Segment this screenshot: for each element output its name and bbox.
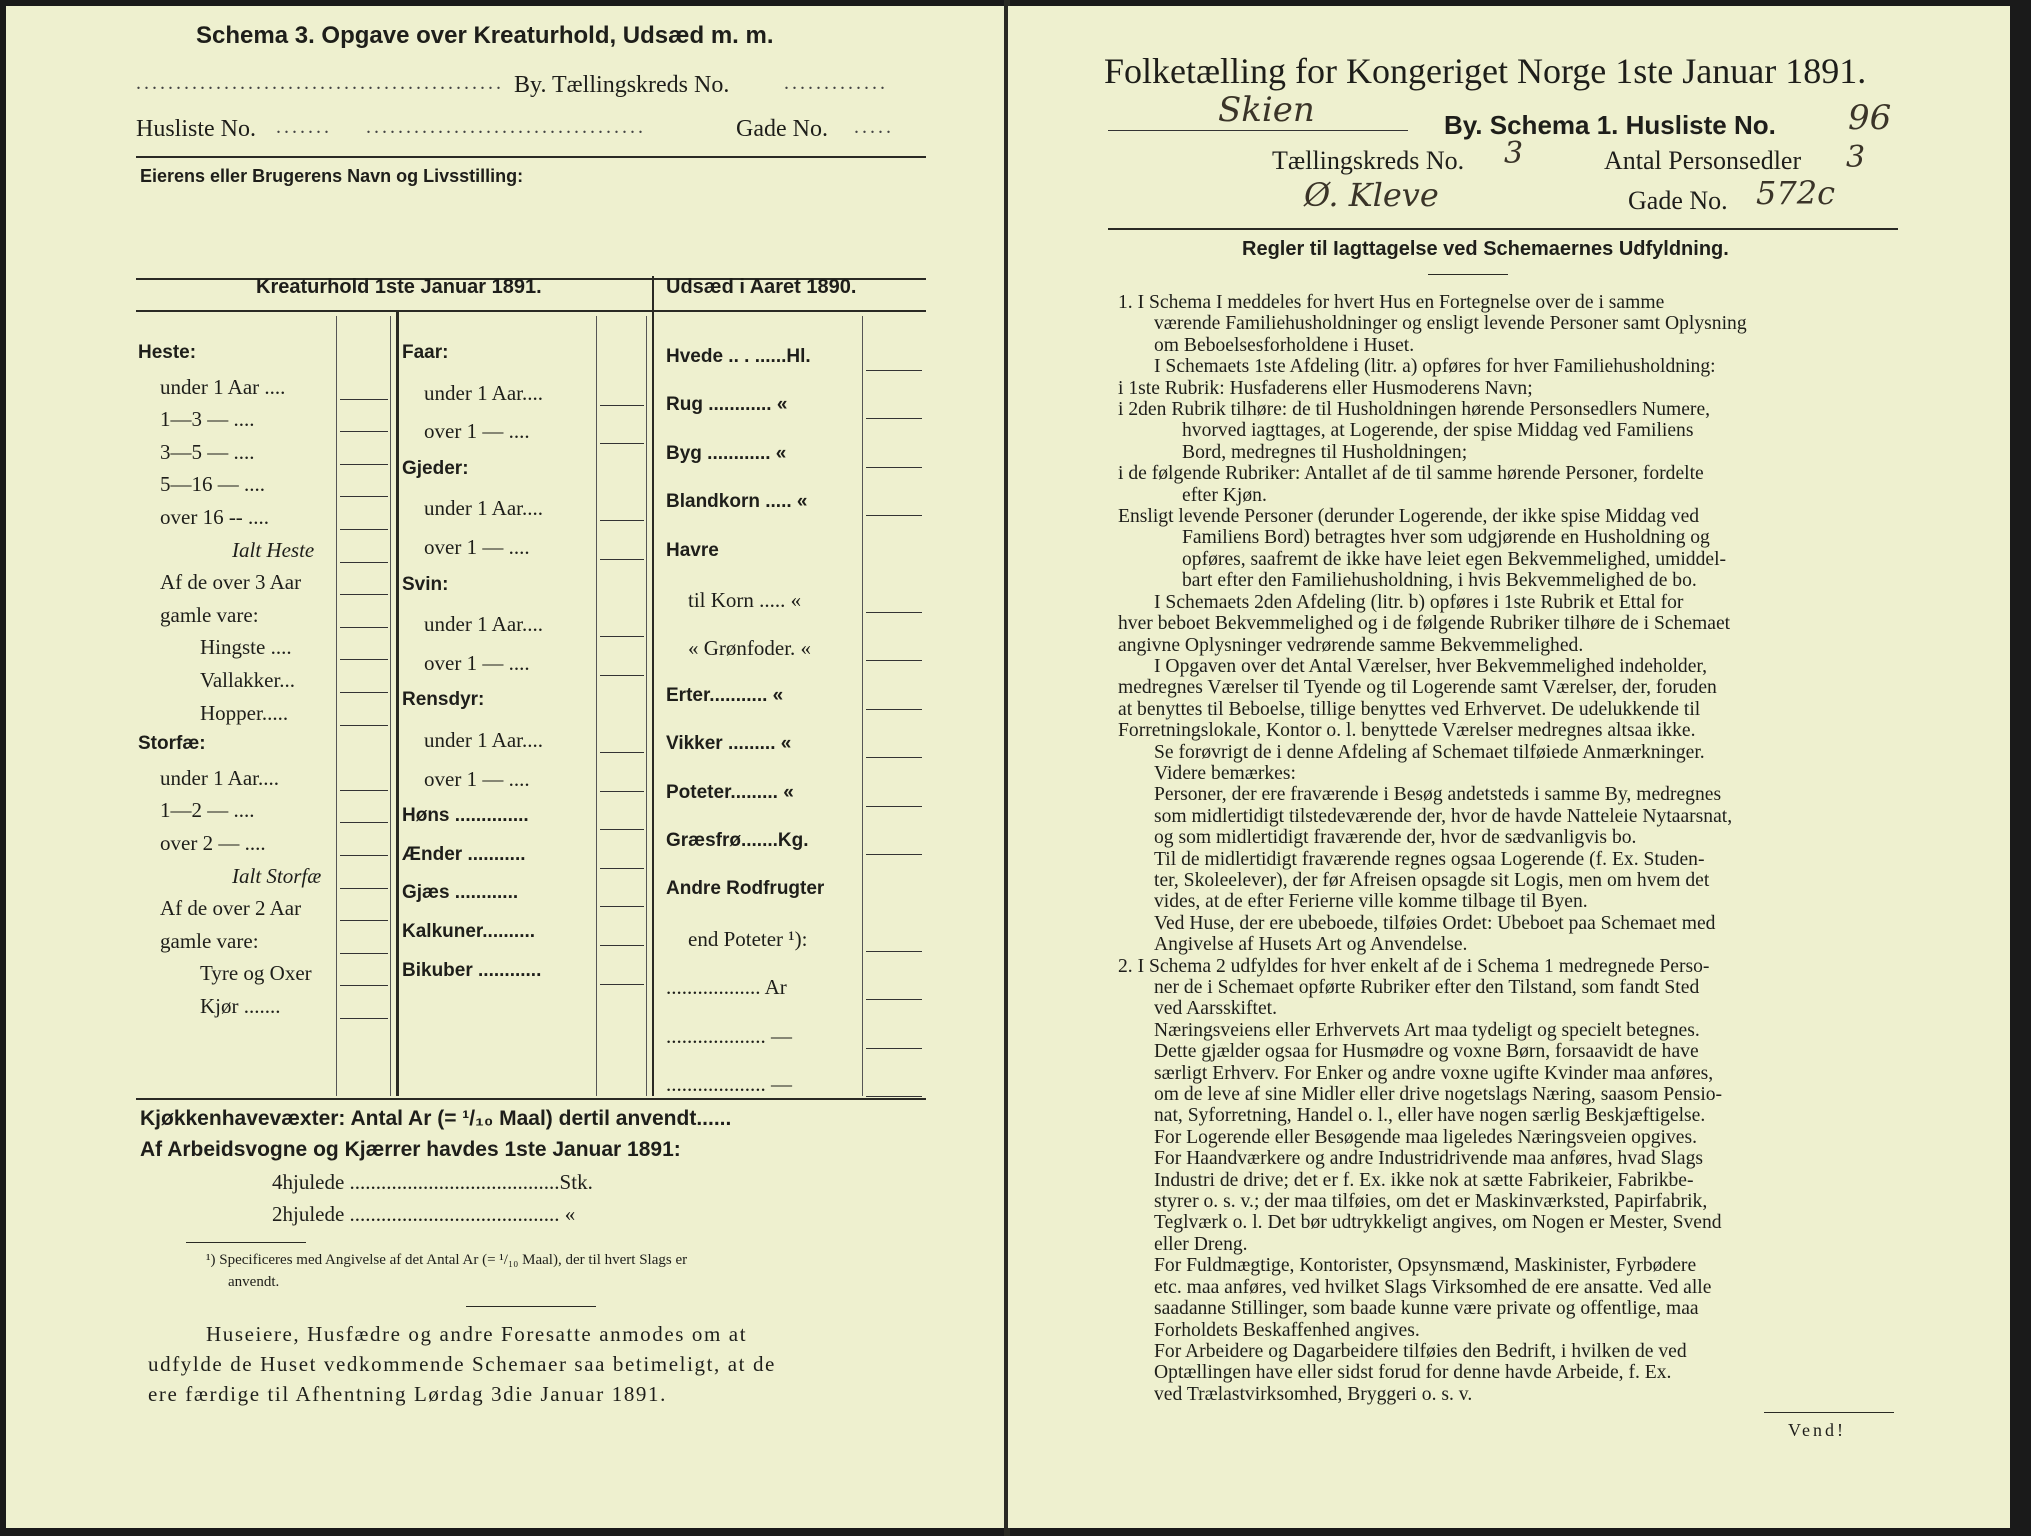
by-schema-label: By. Schema 1. Husliste No. [1444,110,1776,140]
col1-label-18: gamle vare: [160,928,259,953]
col2-value-field-11[interactable] [600,791,644,792]
col2-value-field-1[interactable] [600,405,644,406]
col3-label-15: ................... — [666,1072,792,1096]
gade-number-handwritten[interactable]: 572c [1756,174,1835,212]
col3-label-14: ................... — [666,1023,792,1048]
hjul2-line[interactable]: 2hjulede ........................................ « [272,1202,576,1226]
col3-value-field-7[interactable] [866,709,922,710]
col3-value-field-10[interactable] [866,854,922,855]
col3-label-2: Byg ............ « [666,442,787,464]
col1-label-12: Storfæ: [138,733,206,755]
col3-label-8: Vikker ......... « [666,733,792,755]
schema3-title: Schema 3. Opgave over Kreaturhold, Udsæd m. m. [196,22,774,49]
rule-line-23: Personer, der ere fraværende i Besøg andetsteds i samme By, medregnes [1154,784,1722,806]
col2-value-field-8[interactable] [600,675,644,676]
rule-line-40: For Haandværkere og andre Industridrivende maa anføres, hvad Slags [1154,1148,1703,1170]
rule-line-0: 1. I Schema I meddeles for hvert Hus en Fortegnelse over de i samme [1118,292,1665,313]
col1-label-6: Ialt Heste [232,537,315,562]
rule-line-4: i 1ste Rubrik: Husfaderens eller Husmoderens Navn; [1118,377,1533,399]
rule-line-12: opføres, saafremt de ikke have leiet egen Bekvemmelighed, umiddel- [1182,548,1727,570]
col1-value-field-4[interactable] [340,496,388,497]
col1-label-2: 1—3 — .... [160,407,255,432]
table-bottom-rule [136,1098,926,1100]
col1-label-1: under 1 Aar .... [160,374,286,399]
rule-line-49: For Arbeidere og Dagarbeidere tilføies den Bedrift, i hvilken de ved [1154,1340,1687,1362]
col1-value-field-1[interactable] [340,399,388,400]
col1-label-0: Heste: [138,342,197,363]
rule-line-28: vides, at de efter Ferierne ville komme tilbage til Byen. [1154,891,1588,913]
col1-label-20: Kjør ....... [200,994,281,1018]
col3-value-field-8[interactable] [866,757,922,758]
gade-label-right: Gade No. [1628,186,1728,215]
city-handwritten[interactable]: Skien [1218,90,1315,130]
col1-value-field-8[interactable] [340,627,388,628]
middle-dotted-field[interactable]: ................................... [366,116,646,138]
rule-line-9: efter Kjøn. [1182,484,1267,506]
request-rule [466,1306,596,1307]
kreds-label: Tællingskreds No. [1272,146,1465,175]
personsedler-handwritten[interactable]: 3 [1846,140,1866,175]
col1-label-13: under 1 Aar.... [160,765,279,790]
rule-line-43: Teglværk o. l. Det bør udtrykkeligt angives, om Nogen er Mester, Svend [1154,1212,1722,1234]
vend-label: Vend! [1788,1420,1846,1440]
col2-value-field-10[interactable] [600,752,644,753]
personsedler-label: Antal Personsedler [1604,146,1802,175]
col1-label-14: 1—2 — .... [160,798,255,823]
rule-line-32: ner de i Schemaet opførte Rubriker efter den Tilstand, som fandt Sted [1154,977,1700,998]
owner-label: Eierens eller Brugerens Navn og Livsstilling: [140,166,524,186]
col2-label-4: under 1 Aar.... [424,496,543,521]
rule-line-1: værende Familiehusholdninger og ensligt levende Personer samt Oplysning [1154,313,1747,335]
rule-line-30: Angivelse af Husets Art og Anvendelse. [1154,934,1468,956]
rule-line-17: I Opgaven over det Antal Værelser, hver Bekvemmelighed indeholder, [1154,655,1708,677]
rule-line-35: Dette gjælder ogsaa for Husmødre og voxne Børn, forsaavidt de have [1154,1041,1699,1063]
col1-value-field-7[interactable] [340,594,388,595]
col3-value-field-0[interactable] [866,370,922,371]
col1-value-field-16[interactable] [340,888,388,889]
col1-value-field-19[interactable] [340,985,388,986]
rule-line-47: saadanne Stillinger, som baade kunne være private og offentlige, maa [1154,1298,1699,1320]
col2-label-1: under 1 Aar.... [424,380,543,405]
rule-line-46: etc. maa anføres, ved hvilket Slags Virksomhed de ere ansatte. Ved alle [1154,1276,1712,1298]
col2-value-field-16[interactable] [600,984,644,985]
rule-line-7: Bord, medregnes til Husholdningen; [1182,441,1468,463]
col2-label-13: Ænder ........... [402,843,526,865]
rule-line-13: bart efter den Familiehusholdning, i hvis Bekvemmelighed de bo. [1182,570,1697,592]
col1-label-8: gamle vare: [160,602,259,627]
col3-value-field-9[interactable] [866,806,922,807]
street-handwritten[interactable]: Ø. Kleve [1304,176,1439,214]
col1-value-field-10[interactable] [340,692,388,693]
rule-line-3: I Schemaets 1ste Afdeling (litr. a) opføres for hver Familiehusholdning: [1154,356,1716,378]
col2-value-line-b [646,316,647,1096]
col1-value-field-13[interactable] [340,790,388,791]
rule-line-10: Ensligt levende Personer (derunder Logerende, der ikke spise Middag ved [1118,506,1700,528]
col3-label-11: Andre Rodfrugter [666,878,825,900]
col2-value-field-12[interactable] [600,829,644,830]
rule-line-14: I Schemaets 2den Afdeling (litr. b) opføres i 1ste Rubrik et Ettal for [1154,591,1684,613]
rule-line-24: som midlertidigt tilstedeværende der, hvor de havde Natteleie Nytaarsnat, [1154,805,1733,827]
rule-line-33: ved Aarsskiftet. [1154,998,1277,1020]
column-divider-1 [396,310,399,1096]
col2-value-line-a [596,316,597,1096]
footnote-continued: anvendt. [228,1274,280,1290]
col1-label-19: Tyre og Oxer [200,961,312,986]
col3-value-field-2[interactable] [866,467,922,468]
rule-line-18: medregnes Værelser til Tyende og til Logerende samt Værelser, der, foruden [1118,677,1717,699]
table-header-rule [136,310,926,312]
rule-line-27: ter, Skoleelever), der før Afreisen opsagde sit Logis, men om hvem det [1154,869,1710,891]
col3-label-7: Erter........... « [666,684,784,706]
col1-value-field-5[interactable] [340,529,388,530]
col2-value-field-7[interactable] [600,636,644,637]
col2-value-field-14[interactable] [600,906,644,907]
rule-line-16: angivne Oplysninger vedrørende samme Bekvemmelighed. [1118,634,1584,656]
col2-label-15: Kalkuner.......... [402,921,536,942]
col1-value-field-20[interactable] [340,1018,388,1019]
udsaed-header: Udsæd i Aaret 1890. [666,276,857,298]
right-header-rule [1108,228,1898,230]
col2-value-field-4[interactable] [600,520,644,521]
col2-label-16: Bikuber ............ [402,959,542,981]
col1-value-field-17[interactable] [340,920,388,921]
kjokken-text: Kjøkkenhavevæxter: Antal Ar (= ¹/₁₀ Maal) dertil anvendt...... [140,1107,732,1130]
col3-label-5: til Korn ..... « [688,588,802,612]
gade-label: Gade No. [736,116,828,142]
col3-label-6: « Grønfoder. « [688,636,812,661]
hjul4-line[interactable]: 4hjulede ........................................Stk. [272,1170,593,1194]
rule-line-25: og som midlertidigt fraværende der, hvor de sædvanligvis bo. [1154,827,1637,849]
rule-line-39: For Logerende eller Besøgende maa ligeledes Næringsveien opgives. [1154,1126,1698,1148]
rule-line-42: styrer o. s. v.; der maa tilføies, om det er Maskinværksted, Papirfabrik, [1154,1191,1708,1213]
col1-label-11: Hopper..... [200,700,289,725]
rule-line-50: Optællingen have eller sidst forud for denne havde Arbeide, f. Ex. [1154,1362,1672,1384]
col1-label-5: over 16 -- .... [160,505,270,529]
left-page [6,6,1006,1528]
divider [136,156,926,158]
rule-line-26: Til de midlertidigt fraværende regnes ogsaa Logerende (f. Ex. Studen- [1154,848,1705,870]
col3-value-field-3[interactable] [866,515,922,516]
col2-value-field-13[interactable] [600,868,644,869]
col2-label-14: Gjæs ............ [402,882,519,904]
col3-label-12: end Poteter ¹): [688,926,808,951]
col3-label-3: Blandkorn ..... « [666,491,808,513]
col1-value-field-3[interactable] [340,464,388,465]
rule-line-31: 2. I Schema 2 udfyldes for hver enkelt af de i Schema 1 medregnede Perso- [1118,955,1710,977]
city-line [1108,130,1408,131]
col1-value-field-2[interactable] [340,431,388,432]
col2-value-field-2[interactable] [600,443,644,444]
col1-value-field-15[interactable] [340,855,388,856]
rule-line-6: hvorved iagttages, at Logerende, der spise Middag ved Familiens [1182,420,1694,442]
col1-value-field-11[interactable] [340,725,388,726]
col2-label-11: over 1 — .... [424,766,530,791]
col2-label-3: Gjeder: [402,457,469,479]
rule-line-20: Forretningslokale, Kontor o. l. benyttede Værelser medregnes altsaa ikke. [1118,720,1696,742]
husliste-dotted-field[interactable]: ....... [276,116,332,138]
col2-label-9: Rensdyr: [402,689,485,711]
col1-label-9: Hingste .... [200,635,292,660]
rule-line-19: at benyttes til Beboelse, tillige benyttes ved Erhvervet. De udelukkende til [1118,698,1701,720]
col3-value-field-6[interactable] [866,660,922,661]
col3-value-field-14[interactable] [866,1048,922,1049]
husliste-number-handwritten[interactable]: 96 [1848,98,1892,138]
rule-line-41: Industri de drive; det er f. Ex. ikke nok at sætte Fabrikeier, Fabrikbe- [1154,1169,1694,1191]
rules-title-rule [1428,274,1508,275]
rule-line-29: Ved Huse, der ere ubeboede, tilføies Ordet: Ubeboet paa Schemaet med [1154,912,1716,934]
footnote: ¹) Specificeres med Angivelse af det Antal Ar (= ¹/₁₀ Maal), der til hvert Slags er [206,1252,688,1268]
col2-label-8: over 1 — .... [424,650,530,675]
col3-value-field-13[interactable] [866,999,922,1000]
rule-line-5: i 2den Rubrik tilhøre: de til Husholdningen hørende Personsedlers Numere, [1118,399,1711,421]
request-line-1: Huseiere, Husfædre og andre Foresatte anmodes om at [206,1322,748,1346]
kreds-handwritten[interactable]: 3 [1504,136,1524,171]
col1-label-15: over 2 — .... [160,831,266,855]
rules-body [1118,292,1906,1405]
col2-label-10: under 1 Aar.... [424,728,543,752]
col3-label-13: .................. Ar [666,975,787,1000]
rule-line-44: eller Dreng. [1154,1233,1248,1255]
col3-label-10: Græsfrø.......Kg. [666,830,809,851]
request-line-3: ere færdige til Afhentning Lørdag 3die Januar 1891. [148,1382,667,1406]
vend-rule [1764,1412,1894,1413]
right-page [1008,6,2010,1528]
rule-line-45: For Fuldmægtige, Kontorister, Opsynsmænd, Maskinister, Fyrbødere [1154,1255,1697,1277]
rule-line-37: om de leve af sine Midler eller drive nogetslags Næring, saasom Pensio- [1154,1084,1723,1106]
col1-label-7: Af de over 3 Aar [160,570,302,595]
col2-label-2: over 1 — .... [424,419,530,444]
col1-label-3: 3—5 — .... [160,439,255,464]
husliste-label: Husliste No. [136,116,256,142]
rule-line-8: i de følgende Rubriker: Antallet af de til samme hørende Personer, fordelte [1118,463,1704,485]
rule-line-36: særligt Erhverv. For Enker og andre voxne ugifte Kvinder maa anføres, [1154,1062,1714,1084]
rule-line-11: Familiens Bord) betragtes hver som udgjørende en Husholdning og [1182,527,1710,549]
census-title: Folketælling for Kongeriget Norge 1ste Januar 1891. [1104,51,1867,91]
col1-value-field-14[interactable] [340,822,388,823]
rule-line-48: Forholdets Beskaffenhed angives. [1154,1319,1420,1341]
col1-label-10: Vallakker... [200,668,296,692]
col3-value-field-5[interactable] [866,612,922,613]
col1-label-4: 5—16 — .... [160,472,265,497]
rule-line-15: hver beboet Bekvemmelighed og i de følgende Rubriker tilhøre de i Schemaet [1118,613,1731,635]
col1-value-line-a [336,316,337,1096]
rule-line-2: om Beboelsesforholdene i Huset. [1154,334,1415,356]
by-dotted-field[interactable]: .............................................. [136,72,504,94]
col3-value-field-1[interactable] [866,418,922,419]
col1-label-16: Ialt Storfæ [232,863,322,888]
col2-label-6: Svin: [402,573,449,595]
col3-label-0: Hvede .. . ......Hl. [666,346,811,367]
col2-label-7: under 1 Aar.... [424,612,543,637]
col3-label-4: Havre [666,539,719,561]
col2-label-5: over 1 — .... [424,535,530,559]
gade-dotted-field[interactable]: ..... [854,116,894,138]
col2-value-field-15[interactable] [600,945,644,946]
request-line-2: udfylde de Huset vedkommende Schemaer saa betimeligt, at de [148,1352,776,1376]
kreds-dotted-field[interactable]: ............. [784,72,888,94]
kreaturhold-header: Kreaturhold 1ste Januar 1891. [256,276,542,298]
by-label: By. Tællingskreds No. [514,72,730,98]
col1-value-field-9[interactable] [340,659,388,660]
rule-line-21: Se forøvrigt de i denne Afdeling af Schemaet tilføiede Anmærkninger. [1154,741,1705,763]
column-divider-main [652,276,654,1096]
rule-line-34: Næringsveiens eller Erhvervets Art maa tydeligt og specielt betegnes. [1154,1019,1700,1041]
rules-title: Regler til Iagttagelse ved Schemaernes Udfyldning. [1242,238,1729,260]
col1-value-field-6[interactable] [340,562,388,563]
footnote-rule [186,1242,306,1243]
col1-value-field-18[interactable] [340,953,388,954]
col3-label-1: Rug ............ « [666,394,788,416]
rule-line-51: ved Trælastvirksomhed, Bryggeri o. s. v. [1154,1383,1473,1405]
col2-label-12: Høns .............. [402,805,529,827]
col2-label-0: Faar: [402,342,449,363]
rule-line-38: nat, Syforretning, Handel o. l., eller have nogen særlig Beskjæftigelse. [1154,1105,1706,1127]
kjokken-line [140,1106,731,1131]
rule-line-22: Videre bemærkes: [1154,762,1296,784]
col1-value-line-b [390,316,391,1096]
col3-value-line [862,316,863,1096]
arbeidsvogne-line: Af Arbeidsvogne og Kjærrer havdes 1ste Januar 1891: [140,1138,681,1161]
col3-value-field-15[interactable] [866,1096,922,1097]
col2-value-field-5[interactable] [600,559,644,560]
col3-value-field-12[interactable] [866,951,922,952]
col1-label-17: Af de over 2 Aar [160,896,302,921]
col3-label-9: Poteter......... « [666,781,794,803]
